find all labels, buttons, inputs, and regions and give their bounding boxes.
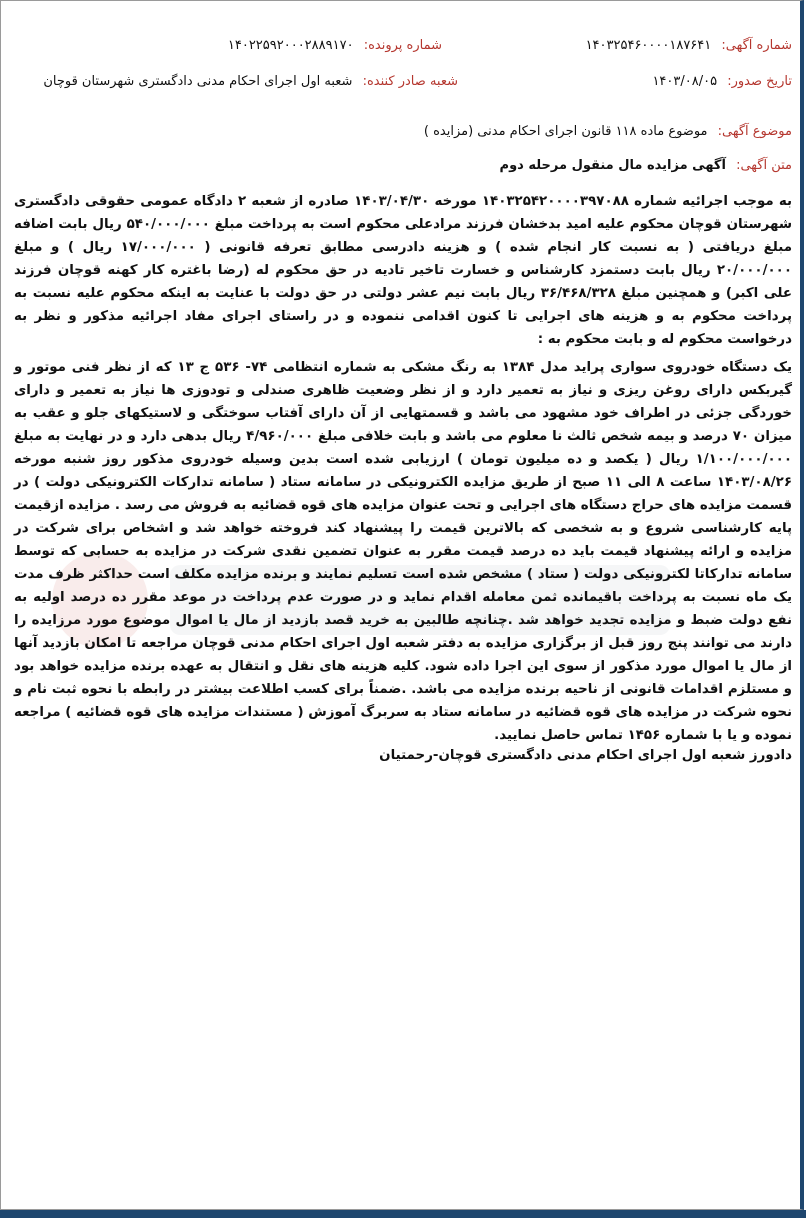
case-number — [228, 38, 442, 53]
notice-body — [14, 190, 792, 747]
case-number-value: ۱۴۰۲۲۵۹۲۰۰۰۲۸۸۹۱۷۰ — [227, 38, 354, 53]
issuing-branch — [43, 74, 458, 89]
notice-number — [586, 38, 792, 53]
bottom-bar — [0, 1210, 806, 1218]
notice-text-label: متن آگهی: — [736, 158, 792, 173]
case-number-label: شماره پرونده: — [363, 38, 442, 53]
notice-text-title — [500, 158, 792, 173]
issue-date — [652, 74, 792, 89]
issue-date-value: ۱۴۰۳/۰۸/۰۵ — [652, 74, 718, 89]
notice-subject — [424, 124, 792, 139]
notice-number-label: شماره آگهی: — [721, 38, 792, 53]
subject-value: موضوع ماده ۱۱۸ قانون اجرای احکام مدنی (مزایده ) — [423, 124, 708, 139]
notice-text-value: آگهی مزایده مال منقول مرحله دوم — [499, 158, 726, 173]
issuing-branch-label: شعبه صادر کننده: — [362, 74, 458, 89]
body-paragraph-1: به موجب اجرائیه شماره ۱۴۰۳۲۵۴۲۰۰۰۰۳۹۷۰۸۸ مورخه ۱۴۰۳/۰۴/۳۰ صادره از شعبه ۲ دادگاه عمومی حقوقی دادگستری شهرستان قوچان محکوم علیه امید بدخشان فرزند مرادعلی محکوم است به پرداخت مبلغ ۵۴۰/۰۰۰/۰۰۰ ریال بابت اضافه مبلغ دریافتی ( به نسبت کار انجام شده ) و هزینه دادرسی مطابق تعرفه قانونی ( ۱۷/۰۰۰/۰۰۰ ریال ) و مبلغ ۲۰/۰۰۰/۰۰۰ ریال بابت دستمزد کارشناس و خسارت تاخیر تادیه در حق محکوم له (رضا باغتره کار کهنه قوچان فرزند علی اکبر) و همچنین مبلغ ۳۶/۴۶۸/۳۲۸ ریال بابت نیم عشر دولتی در حق دولت با عنایت به اینکه محکوم علیه نسبت به پرداخت محکوم به و هزینه های اجرایی تا کنون اقدامی ننموده و در راستای اجرای مفاد اجرائیه مذکور و نظر به درخواست محکوم له و بابت محکوم به : — [14, 194, 793, 347]
notice-number-value: ۱۴۰۳۲۵۴۶۰۰۰۰۱۸۷۶۴۱ — [585, 38, 712, 53]
subject-label: موضوع آگهی: — [717, 124, 792, 139]
signature: دادورز شعبه اول اجرای احکام مدنی دادگستری قوچان-رحمتیان — [379, 748, 792, 763]
issuing-branch-value: شعبه اول اجرای احکام مدنی دادگستری شهرستان قوچان — [43, 74, 353, 89]
issue-date-label: تاریخ صدور: — [727, 74, 792, 89]
body-paragraph-2: یک دستگاه خودروی سواری پراید مدل ۱۳۸۴ به رنگ مشکی به شماره انتظامی ۷۴- ۵۳۶ ج ۱۳ که از نظر فنی موتور و گیربکس دارای روغن ریزی و نیاز به تعمیر دارد و از نظر وضعیت ظاهری صندلی و تودوزی ها نیاز به تعمیر و دارای خوردگی جزئی در اطراف خود مشهود می باشد و قسمتهایی از آن دارای آفتاب سوختگی و لاستیکهای جلو و عقب به میزان ۷۰ درصد و بیمه شخص ثالث نا معلوم می باشد و بابت خلافی مبلغ ۴/۹۶۰/۰۰۰ ریال بدهی دارد و در نهایت به مبلغ ۱/۱۰۰/۰۰۰/۰۰۰ ریال ( یکصد و ده میلیون تومان ) ارزیابی شده است بدین وسیله خودروی مذکور روز شنبه مورخه ۱۴۰۳/۰۸/۲۶ ساعت ۸ الی ۱۱ صبح از طریق مزایده الکترونیکی در سامانه ستاد ( سامانه تدارکات الکترونیکی دولت ) در قسمت مزایده های حراج دستگاه های اجرایی و تحت عنوان مزایده های قوه قضائیه به فروش می رسد . مزایده ازقیمت پایه کارشناسی شروع و به شخصی که بالاترین قیمت را پیشنهاد کند فروخته خواهد شد و اشخاص برای شرکت در مزایده و ارائه پیشنهاد قیمت باید ده درصد قیمت مقرر به عنوان تضمین نقدی شرکت در مزایده به حسابی که توسط سامانه تدارکاتا لکترونیکی دولت ( ستاد ) مشخص شده است تسلیم نمایند و برنده مزایده مکلف است حداکثر ظرف مدت یک ماه نسبت به پرداخت باقیمانده ثمن معامله اقدام نماید و در صورت عدم پرداخت در موعد مقرر ده درصد اولیه به نفع دولت ضبط و مزایده تجدید خواهد شد .چنانچه طالبین به خرید قصد بازدید از مال یا اموال موضوع مورد مرزایده را دارند می توانند پنج روز قبل از برگزاری مزایده به دفتر شعبه اول اجرای احکام مدنی قوچان مراجعه تا امکان بازدید آنها از مال یا اموال مورد مذکور از سوی این اجرا داده شود. کلیه هزینه های نقل و انتقال به عهده برنده مزایده خواهد بود و مستلزم اقدامات قانونی از ناحیه برنده مزایده می باشد. .ضمناً برای کسب اطلاعت بیشتر در رابطه با نحوه ثبت نام و نحوه شرکت در مزایده های قوه قضائیه در سامانه ستاد به سربرگ آموزش ( مستندات مزایده های قوه قضائیه ) مراجعه نموده و یا با شماره ۱۴۵۶ تماس حاصل نمایید. — [14, 360, 793, 743]
